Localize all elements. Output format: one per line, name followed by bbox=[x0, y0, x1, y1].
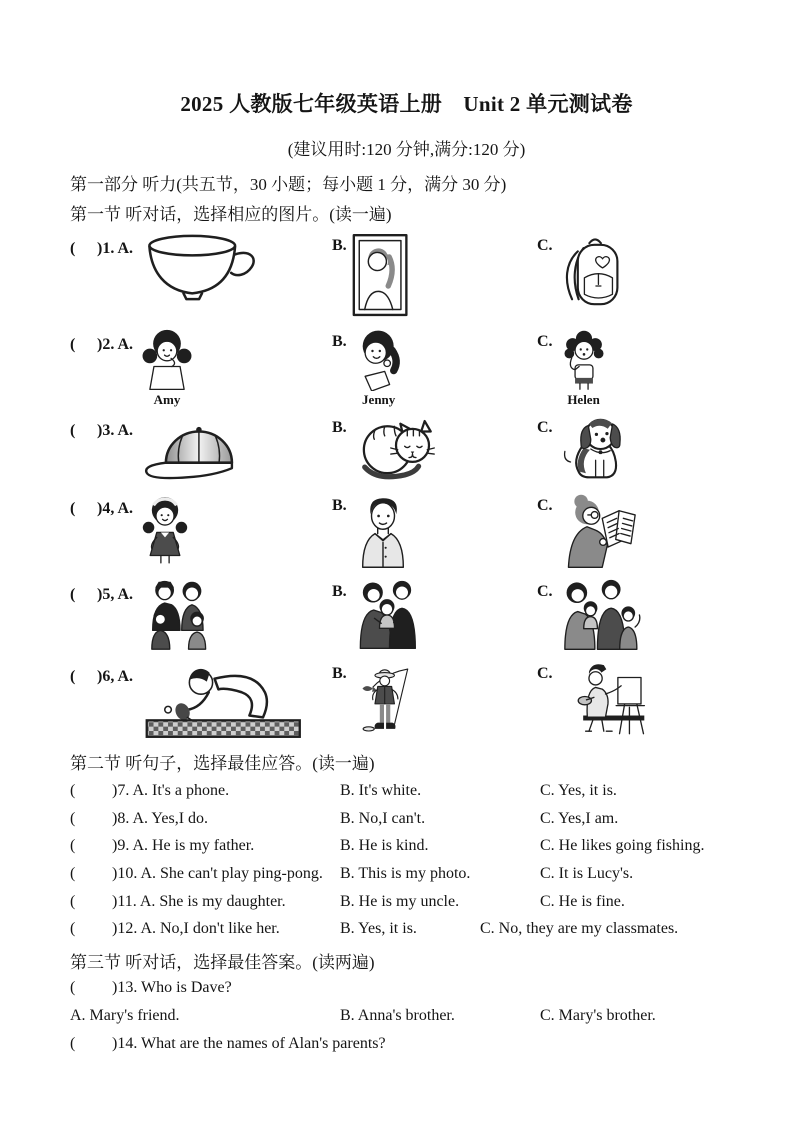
option-letter-b: B. bbox=[332, 665, 347, 682]
family-of-four-waving-icon bbox=[558, 579, 642, 651]
baseball-cap-icon bbox=[139, 415, 257, 481]
question-7-row: ( )7. A. It's a phone. B. It's white. C. Yes, it is. bbox=[70, 782, 617, 799]
cat-icon bbox=[352, 415, 440, 481]
question-prefix: ( )4, A. bbox=[70, 500, 133, 517]
teacup-icon bbox=[139, 233, 263, 305]
picture-question-5 bbox=[70, 579, 743, 654]
option-letter-b: B. bbox=[332, 333, 347, 350]
question-8-row: ( )8. A. Yes,I do. B. No,I can't. C. Yes,I am. bbox=[70, 809, 619, 827]
option-caption-helen: Helen bbox=[567, 392, 600, 407]
option-caption-jenny: Jenny bbox=[362, 392, 396, 407]
option-letter-c: C. bbox=[537, 237, 553, 254]
section1-heading: 第一节 听对话，选择相应的图片。(读一遍) bbox=[70, 205, 392, 224]
family-of-three-icon bbox=[352, 579, 422, 651]
option-letter-c: C. bbox=[537, 665, 553, 682]
option-letter-b: B. bbox=[332, 237, 347, 254]
question-11-row: ( )11. A. She is my daughter. B. He is my uncle. C. He is fine. bbox=[70, 892, 625, 910]
question-prefix: ( )1. A. bbox=[70, 240, 133, 257]
question-13-text: )13. Who is Dave? bbox=[112, 979, 232, 997]
question-9-row: ( )9. A. He is my father. B. He is kind. C. He likes going fishing. bbox=[70, 837, 705, 855]
table-tennis-player-icon bbox=[139, 661, 323, 739]
little-girl-icon bbox=[139, 493, 191, 567]
girl-jenny-icon bbox=[352, 329, 406, 391]
picture-question-3 bbox=[70, 415, 743, 486]
picture-question-4 bbox=[70, 493, 743, 572]
picture-question-2 bbox=[70, 329, 743, 408]
option-letter-b: B. bbox=[332, 497, 347, 514]
page-title: 2025 人教版七年级英语上册 Unit 2 单元测试卷 bbox=[180, 92, 633, 116]
question-prefix: ( )2. A. bbox=[70, 336, 133, 353]
girl-amy-icon bbox=[139, 329, 195, 391]
option-letter-c: C. bbox=[537, 583, 553, 600]
backpack-icon bbox=[558, 233, 624, 311]
part1-heading: 第一部分 听力(共五节，30 小题；每小题 1 分，满分 30 分) bbox=[70, 175, 507, 194]
question-13-options-row: A. Mary's friend. B. Anna's brother. C. Mary's brother. bbox=[70, 1006, 656, 1024]
question-12-row: ( )12. A. No,I don't like her. B. Yes, it is. C. No, they are my classmates. bbox=[70, 920, 679, 938]
painter-at-easel-icon bbox=[558, 661, 648, 737]
girl-helen-icon bbox=[558, 329, 610, 391]
section3-heading: 第三节 听对话，选择最佳答案。(读两遍) bbox=[70, 953, 375, 973]
section2-heading: 第二节 听句子，选择最佳应答。(读一遍) bbox=[70, 754, 375, 773]
family-of-four-icon bbox=[139, 579, 221, 651]
option-letter-c: C. bbox=[537, 419, 553, 436]
question-14-text: )14. What are the names of Alan's parents? bbox=[112, 1034, 386, 1052]
exam-duration-note: (建议用时:120 分钟,满分:120 分) bbox=[287, 140, 526, 159]
question-14-row: ( )14. What are the names of Alan's parents? bbox=[70, 1034, 386, 1052]
question-prefix: ( )6, A. bbox=[70, 668, 133, 685]
option-letter-b: B. bbox=[332, 583, 347, 600]
question-prefix: ( )5, A. bbox=[70, 586, 133, 603]
picture-question-1 bbox=[70, 233, 743, 322]
young-man-icon bbox=[352, 493, 414, 569]
question-10-row: ( )10. A. She can't play ping-pong. B. This is my photo. C. It is Lucy's. bbox=[70, 865, 634, 883]
option-letter-c: C. bbox=[537, 333, 553, 350]
framed-photo-girl-icon bbox=[352, 233, 410, 319]
question-13-row: ( )13. Who is Dave? bbox=[70, 979, 232, 997]
grandma-reading-newspaper-icon bbox=[558, 493, 638, 569]
option-caption-amy: Amy bbox=[153, 392, 181, 407]
option-letter-b: B. bbox=[332, 419, 347, 436]
dog-icon bbox=[558, 415, 630, 483]
fisherman-icon bbox=[352, 661, 416, 737]
picture-question-6 bbox=[70, 661, 743, 742]
option-letter-c: C. bbox=[537, 497, 553, 514]
question-prefix: ( )3. A. bbox=[70, 422, 133, 439]
